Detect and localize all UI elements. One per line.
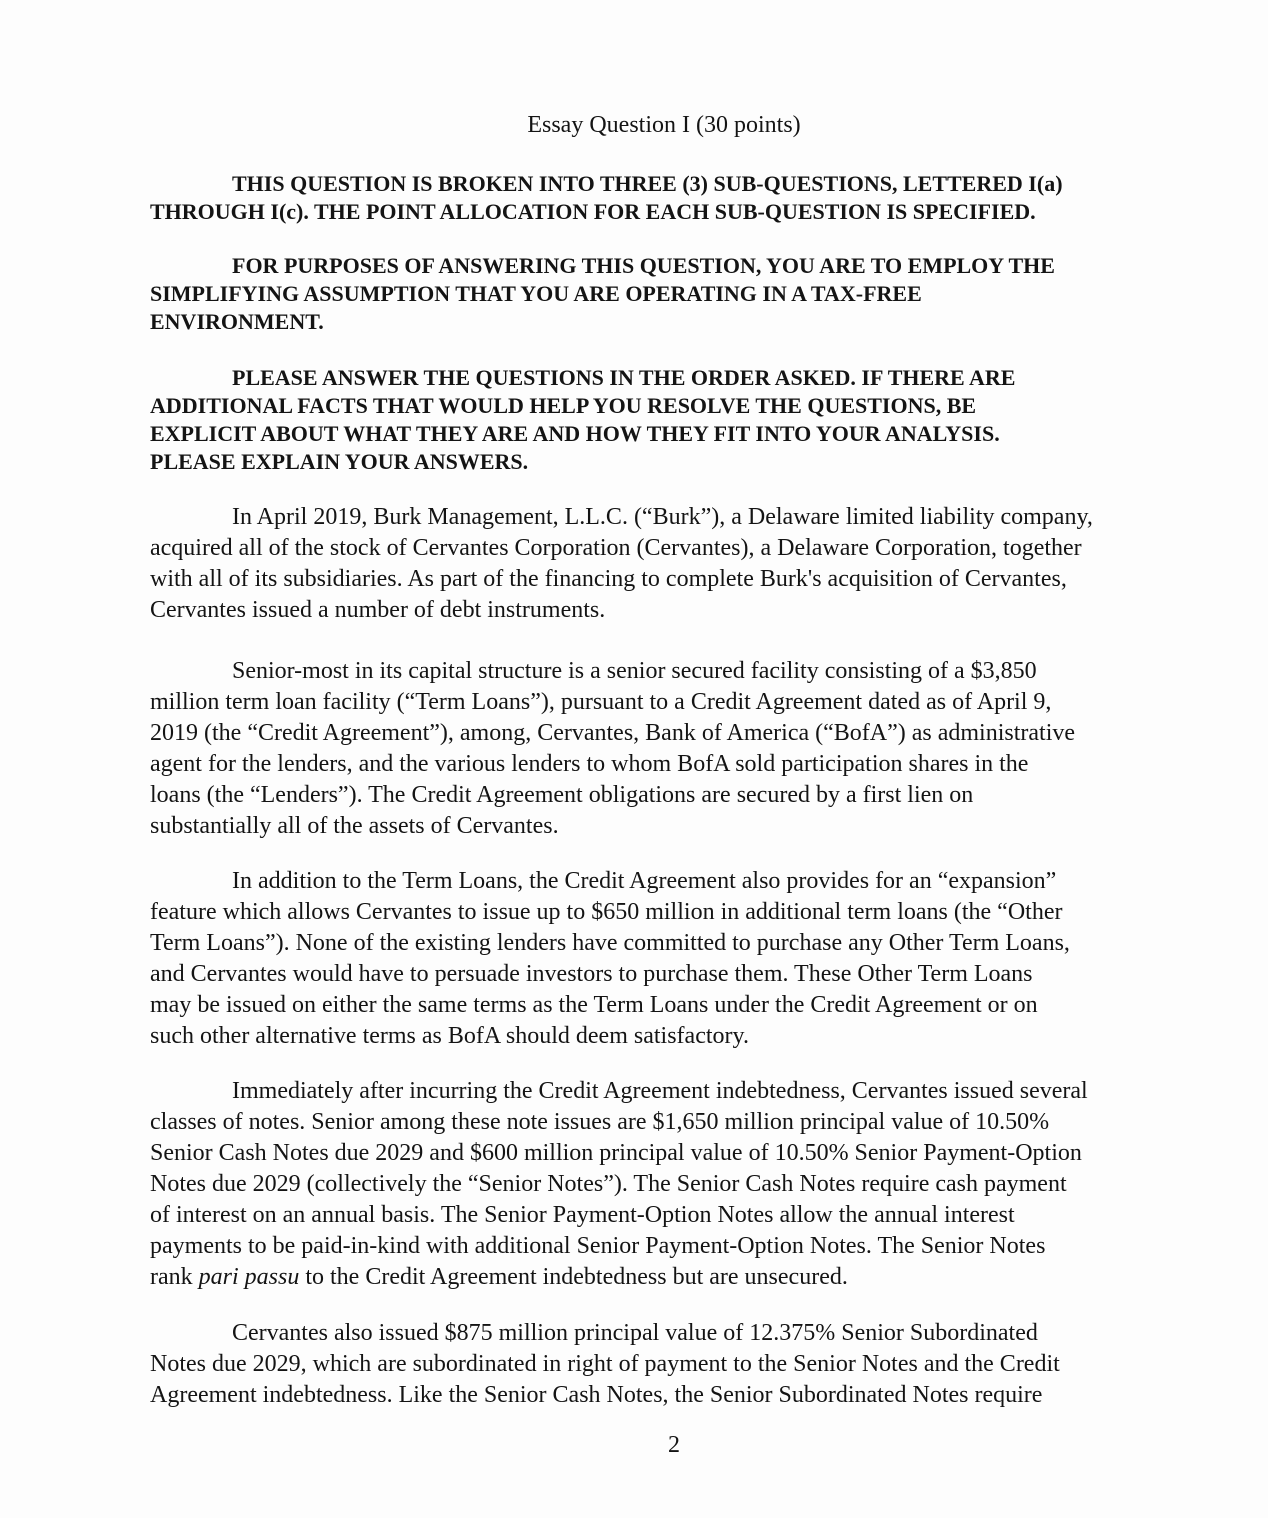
text-line: In addition to the Term Loans, the Credit Agreement also provides for an “expansion” — [232, 868, 1057, 894]
text-line: and Cervantes would have to persuade investors to purchase them. These Other Term Loans — [150, 961, 1033, 987]
text-line: Agreement indebtedness. Like the Senior Cash Notes, the Senior Subordinated Notes require — [150, 1382, 1043, 1408]
text-line: 2019 (the “Credit Agreement”), among, Cervantes, Bank of America (“BofA”) as administrative — [150, 720, 1076, 746]
text-line: Senior Cash Notes due 2029 and $600 million principal value of 10.50% Senior Payment-Option — [150, 1140, 1082, 1166]
text-fragment: rank — [150, 1264, 199, 1290]
text-line: with all of its subsidiaries. As part of the financing to complete Burk's acquisition of Cervantes, — [150, 566, 1067, 592]
paragraph-credit-agreement — [150, 656, 1190, 842]
paragraph-subordinated-notes — [150, 1318, 1190, 1411]
text-line: Senior-most in its capital structure is a senior secured facility consisting of a $3,850 — [232, 658, 1037, 684]
text-line: acquired all of the stock of Cervantes Corporation (Cervantes), a Delaware Corporation, together — [150, 535, 1082, 561]
text-line: PLEASE ANSWER THE QUESTIONS IN THE ORDER ASKED. IF THERE ARE — [232, 365, 1016, 390]
page-title: Essay Question I (30 points) — [527, 112, 801, 138]
instruction-block-2 — [150, 252, 1190, 336]
text-line: Immediately after incurring the Credit Agreement indebtedness, Cervantes issued several — [232, 1078, 1088, 1104]
text-line: Notes due 2029 (collectively the “Senior Notes”). The Senior Cash Notes require cash payment — [150, 1171, 1067, 1197]
text-line: of interest on an annual basis. The Senior Payment-Option Notes allow the annual interest — [150, 1202, 1015, 1228]
text-line: substantially all of the assets of Cervantes. — [150, 813, 559, 839]
text-line: agent for the lenders, and the various lenders to whom BofA sold participation shares in the — [150, 751, 1029, 777]
text-line: PLEASE EXPLAIN YOUR ANSWERS. — [150, 449, 529, 474]
text-line: THROUGH I(c). THE POINT ALLOCATION FOR EACH SUB-QUESTION IS SPECIFIED. — [150, 199, 1036, 224]
text-line: FOR PURPOSES OF ANSWERING THIS QUESTION, YOU ARE TO EMPLOY THE — [232, 253, 1055, 278]
paragraph-senior-notes — [150, 1076, 1190, 1293]
text-line: Cervantes also issued $875 million principal value of 12.375% Senior Subordinated — [232, 1320, 1038, 1346]
text-line: Cervantes issued a number of debt instruments. — [150, 597, 606, 623]
paragraph-acquisition — [150, 502, 1190, 626]
text-line: In April 2019, Burk Management, L.L.C. (“Burk”), a Delaware limited liability company, — [232, 504, 1093, 530]
text-line: feature which allows Cervantes to issue up to $650 million in additional term loans (the “Other — [150, 899, 1063, 925]
instruction-block-3 — [150, 364, 1190, 476]
text-fragment: to the Credit Agreement indebtedness but are unsecured. — [299, 1264, 848, 1290]
text-line: million term loan facility (“Term Loans”), pursuant to a Credit Agreement dated as of April 9, — [150, 689, 1052, 715]
text-line: Notes due 2029, which are subordinated in right of payment to the Senior Notes and the Credit — [150, 1351, 1060, 1377]
text-line: payments to be paid-in-kind with additional Senior Payment-Option Notes. The Senior Notes — [150, 1233, 1046, 1259]
text-line: may be issued on either the same terms as the Term Loans under the Credit Agreement or on — [150, 992, 1038, 1018]
text-line: such other alternative terms as BofA should deem satisfactory. — [150, 1023, 749, 1049]
pari-passu-line — [150, 1262, 1190, 1293]
italic-term: pari passu — [198, 1264, 300, 1290]
text-line: EXPLICIT ABOUT WHAT THEY ARE AND HOW THEY FIT INTO YOUR ANALYSIS. — [150, 421, 1000, 446]
paragraph-other-term-loans — [150, 866, 1190, 1052]
text-line: ENVIRONMENT. — [150, 309, 324, 334]
text-line: THIS QUESTION IS BROKEN INTO THREE (3) SUB-QUESTIONS, LETTERED I(a) — [232, 171, 1063, 196]
text-line: Term Loans”). None of the existing lenders have committed to purchase any Other Term Loans, — [150, 930, 1070, 956]
text-line: loans (the “Lenders”). The Credit Agreement obligations are secured by a first lien on — [150, 782, 974, 808]
text-line: SIMPLIFYING ASSUMPTION THAT YOU ARE OPERATING IN A TAX-FREE — [150, 281, 922, 306]
page-number: 2 — [668, 1432, 680, 1458]
text-line: classes of notes. Senior among these note issues are $1,650 million principal value of 10.50% — [150, 1109, 1050, 1135]
instruction-block-1 — [150, 170, 1190, 226]
text-line: ADDITIONAL FACTS THAT WOULD HELP YOU RESOLVE THE QUESTIONS, BE — [150, 393, 977, 418]
